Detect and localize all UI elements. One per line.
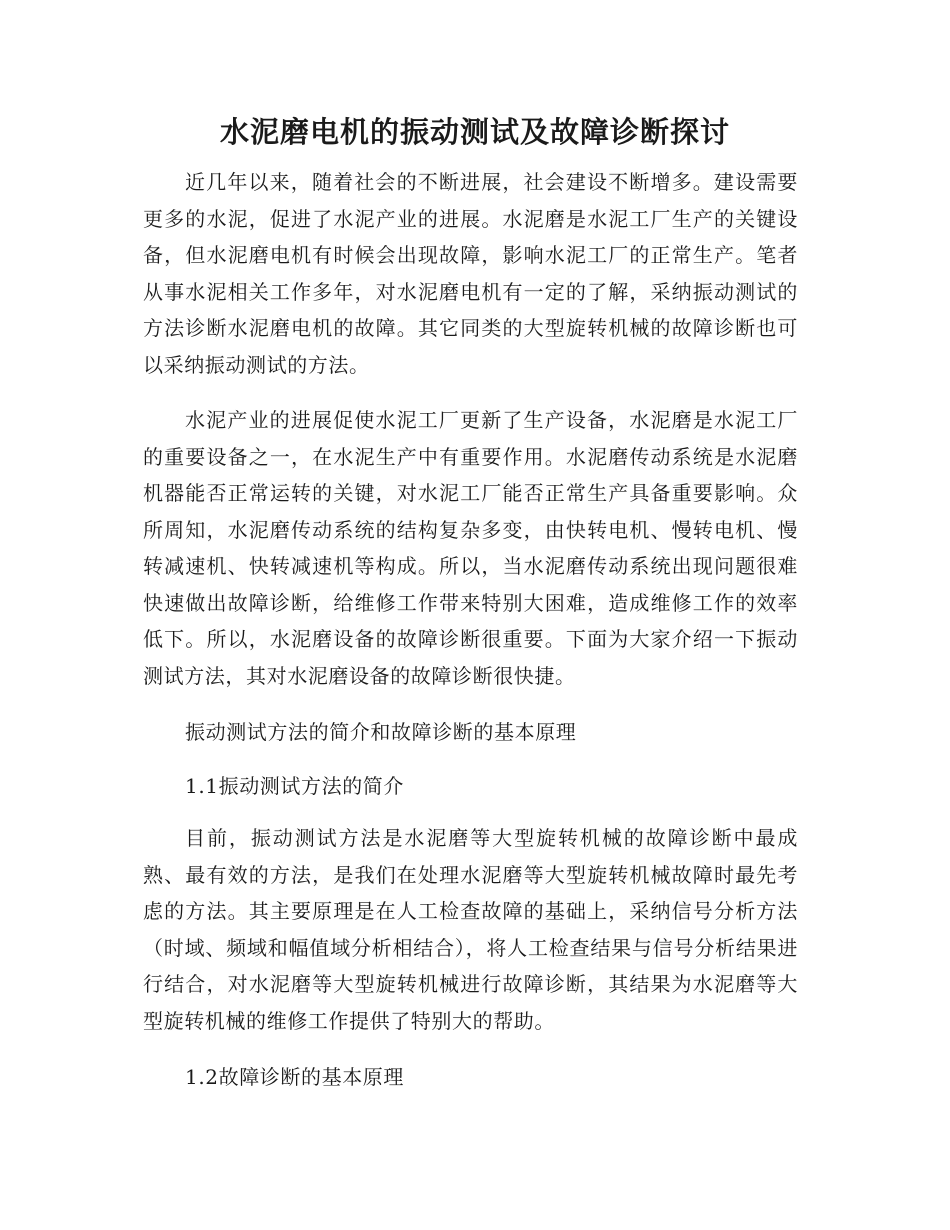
document-title: 水泥磨电机的振动测试及故障诊断探讨 bbox=[219, 115, 730, 149]
subsection-heading-1-2: 1.2故障诊断的基本原理 bbox=[185, 1065, 405, 1089]
paragraph-cement-industry: 水泥产业的进展促使水泥工厂更新了生产设备，水泥磨是水泥工厂的重要设备之一，在水泥生产中有重要作用。水泥磨传动系统是水泥磨机器能否正常运转的关键，对水泥工厂能否正常生产具备重要影响。众所周知，水泥磨传动系统的结构复杂多变，由快转电机、慢转电机、慢转减速机、快转减速机等构成。所以，当水泥磨传动系统出现问题很难快速做出故障诊断，给维修工作带来特别大困难，造成维修工作的效率低下。所以，水泥磨设备的故障诊断很重要。下面为大家介绍一下振动测试方法，其对水泥磨设备的故障诊断很快捷。 bbox=[143, 408, 798, 688]
section-heading: 振动测试方法的简介和故障诊断的基本原理 bbox=[185, 720, 577, 744]
paragraph-vibration-method: 目前，振动测试方法是水泥磨等大型旋转机械的故障诊断中最成熟、最有效的方法，是我们在处理水泥磨等大型旋转机械故障时最先考虑的方法。其主要原理是在人工检查故障的基础上，采纳信号分析方法（时域、频域和幅值域分析相结合），将人工检查结果与信号分析结果进行结合，对水泥磨等大型旋转机械进行故障诊断，其结果为水泥磨等大型旋转机械的维修工作提供了特别大的帮助。 bbox=[143, 826, 798, 1033]
subsection-heading-1-1: 1.1振动测试方法的简介 bbox=[185, 774, 405, 798]
paragraph-intro: 近几年以来，随着社会的不断进展，社会建设不断增多。建设需要更多的水泥，促进了水泥产业的进展。水泥磨是水泥工厂生产的关键设备，但水泥磨电机有时候会出现故障，影响水泥工厂的正常生产。笔者从事水泥相关工作多年，对水泥磨电机有一定的了解，采纳振动测试的方法诊断水泥磨电机的故障。其它同类的大型旋转机械的故障诊断也可以采纳振动测试的方法。 bbox=[143, 170, 798, 377]
